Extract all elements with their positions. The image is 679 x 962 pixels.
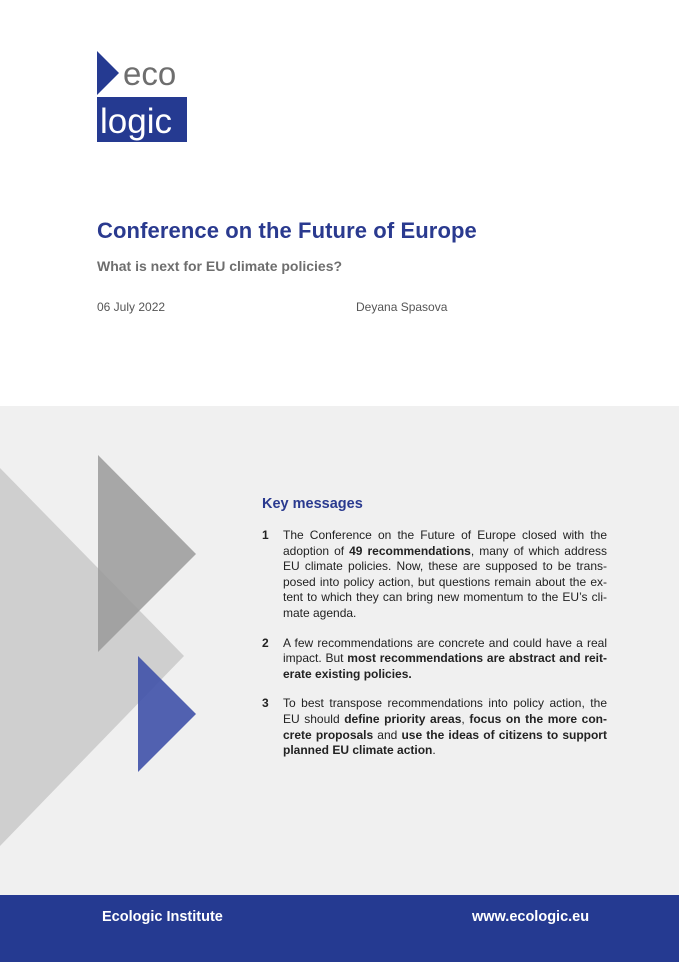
key-message-text: [283, 696, 607, 758]
key-message-segment: , many of which address EU climate policies. Now, these are supposed to be transposed into policy action, but questions remain about the extent to which they can bring new momentum to the EU’s climate agenda.: [283, 543, 607, 620]
key-message-text: [283, 528, 607, 622]
decorative-triangles: [0, 406, 240, 895]
document-title: Conference on the Future of Europe: [97, 218, 477, 243]
document-subtitle: What is next for EU climate policies?: [97, 258, 343, 274]
logo-triangle-icon: [97, 51, 119, 95]
key-messages-list: [262, 528, 607, 773]
key-message-emphasis: use the ideas of citizens to support planned EU climate action: [283, 727, 607, 758]
key-message-segment: and: [373, 727, 402, 742]
key-message-emphasis: define priority areas: [344, 711, 462, 726]
publication-date: 06 July 2022: [97, 300, 166, 314]
key-message-number: 1: [262, 528, 269, 542]
key-message-segment: To best transpose recommendations into policy action, the EU should: [283, 696, 607, 726]
key-message-item: [262, 696, 607, 758]
author-name: Deyana Spasova: [356, 300, 448, 314]
key-message-segment: .: [432, 743, 436, 758]
footer-institute: Ecologic Institute: [102, 909, 223, 925]
key-message-item: [262, 636, 607, 683]
key-message-emphasis: 49 recommendations: [349, 543, 471, 558]
ecologic-logo: [97, 51, 189, 143]
footer-bar: [0, 895, 679, 962]
footer-website-link[interactable]: www.ecologic.eu: [472, 909, 590, 925]
logo-graphic: [97, 51, 189, 143]
key-message-emphasis: most recommendations are abstract and reiterate existing policies.: [283, 651, 607, 681]
key-message-number: 3: [262, 696, 269, 711]
key-messages-heading: Key messages: [262, 496, 363, 512]
key-message-segment: The Conference on the Future of Europe closed with the adoption of: [283, 528, 607, 558]
key-message-item: [262, 528, 607, 622]
logo-text-logic: logic: [100, 102, 172, 141]
key-message-number: 2: [262, 635, 269, 650]
key-message-segment: A few recommendations are concrete and could have a real impact. But: [283, 635, 607, 666]
key-message-text: [283, 636, 607, 683]
key-message-emphasis: focus on the more concrete proposals: [283, 711, 607, 742]
key-message-segment: ,: [461, 711, 470, 726]
logo-text-eco: eco: [123, 55, 177, 92]
